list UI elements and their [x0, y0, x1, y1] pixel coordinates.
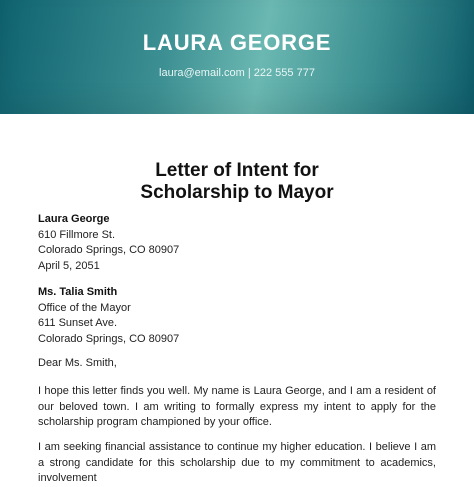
letter-title	[0, 160, 474, 204]
salutation: Dear Ms. Smith,	[38, 357, 117, 369]
recipient-address-line-2: Colorado Springs, CO 80907	[38, 332, 180, 345]
letterhead-name: LAURA GEORGE	[142, 30, 332, 55]
recipient-name: Ms. Talia Smith	[38, 286, 118, 298]
recipient-address-line-1: 611 Sunset Ave.	[38, 317, 118, 329]
body-paragraph: I hope this letter finds you well. My name is Laura George, and I am a resident of our beloved town. I am writing to formally express my intent to apply for the scholarship program championed by your office.	[38, 385, 436, 429]
letterhead-contact: laura@email.com | 222 555 777	[159, 67, 315, 79]
sender-address-line-2: Colorado Springs, CO 80907	[38, 244, 180, 256]
letter-title-line-1: Letter of Intent for	[155, 160, 319, 181]
body-paragraph: I am seeking financial assistance to continue my higher education. I believe I am a strong candidate for this scholarship due to my commitment to academics, involvement	[38, 441, 436, 485]
sender-block	[38, 212, 179, 274]
letter-title-line-2: Scholarship to Mayor	[140, 182, 334, 203]
sender-address-line-1: 610 Fillmore St.	[38, 228, 116, 241]
recipient-block	[38, 285, 179, 347]
letterhead-banner	[0, 0, 474, 114]
letter-date: April 5, 2051	[38, 259, 100, 272]
recipient-office: Office of the Mayor	[38, 301, 131, 314]
sender-name: Laura George	[38, 213, 110, 225]
